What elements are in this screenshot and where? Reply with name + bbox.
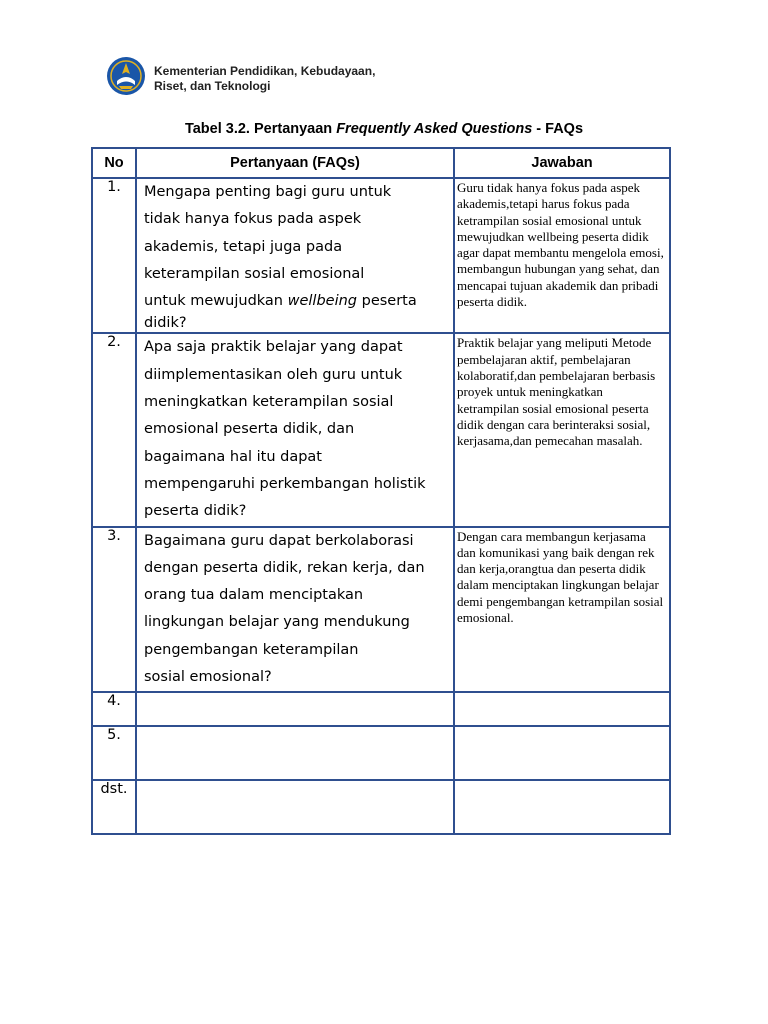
table-row (92, 780, 670, 834)
header-question: Pertanyaan (FAQs) (136, 148, 454, 178)
question-line: keterampilan sosial emosional (144, 265, 365, 282)
answer-cell: Praktik belajar yang meliputi Metode pembelajaran aktif, pembelajaran kolaboratif,dan pembelajaran berbasis proyek untuk meningkatkan ketrampilan sosial emosional peserta didik dengan cara berinteraksi sosial, kerjasama,dan pemecahan masalah. (454, 333, 670, 526)
organization-name (154, 64, 375, 94)
org-name-line-1: Kementerian Pendidikan, Kebudayaan, (154, 64, 376, 78)
question-line: Bagaimana guru dapat berkolaborasi (144, 532, 414, 549)
table-title-emphasis: Frequently Asked Questions (336, 121, 533, 137)
question-text: untuk mewujudkan (144, 293, 288, 310)
table-row (92, 527, 670, 693)
question-cell (136, 780, 454, 834)
row-number: 1. (92, 178, 136, 333)
question-emphasis: wellbeing (287, 293, 357, 310)
table-header-row (92, 148, 670, 178)
table-row (92, 726, 670, 780)
question-cell (136, 333, 454, 526)
question-line: didik? (144, 315, 187, 332)
question-cell (136, 726, 454, 780)
question-cell (136, 178, 454, 333)
question-text: peserta (357, 293, 417, 310)
question-line: bagaimana hal itu dapat (144, 448, 322, 465)
answer-cell (454, 780, 670, 834)
tut-wuri-handayani-logo-icon (106, 54, 146, 98)
answer-cell: Guru tidak hanya fokus pada aspek akademis,tetapi harus fokus pada ketrampilan sosial emosional untuk mewujudkan wellbeing peserta didik agar dapat membantu mengelola emosi, membangun hubungan yang sehat, dan mencapai tujuan akademik dan pribadi peserta didik. (454, 178, 670, 333)
table-row (92, 692, 670, 726)
answer-cell (454, 726, 670, 780)
row-number: dst. (92, 780, 136, 834)
question-line: Mengapa penting bagi guru untuk (144, 184, 392, 200)
question-line: lingkungan belajar yang mendukung (144, 614, 410, 631)
question-line: mempengaruhi perkembangan holistik (144, 475, 426, 492)
row-number: 5. (92, 726, 136, 780)
answer-cell: Dengan cara membangun kerjasama dan komunikasi yang baik dengan rek dan kerja,orangtua dan peserta didik dalam menciptakan lingkungan belajar demi pengembangan ketrampilan sosial emosional. (454, 527, 670, 693)
question-line: diimplementasikan oleh guru untuk (144, 366, 403, 383)
question-line: Apa saja praktik belajar yang dapat (144, 339, 403, 356)
question-line: peserta didik? (144, 503, 247, 520)
faq-table (91, 147, 671, 835)
table-title-prefix: Tabel 3.2. Pertanyaan (184, 121, 337, 137)
question-line: meningkatkan keterampilan sosial (144, 394, 394, 411)
question-line: akademis, tetapi juga pada (144, 238, 343, 255)
question-line (144, 288, 449, 315)
table-title (0, 121, 768, 137)
row-number: 3. (92, 527, 136, 693)
table-row (92, 178, 670, 333)
question-line: dengan peserta didik, rekan kerja, dan (144, 559, 425, 576)
header-answer: Jawaban (454, 148, 670, 178)
table-title-suffix: - FAQs (532, 121, 584, 137)
answer-cell (454, 692, 670, 726)
question-cell (136, 692, 454, 726)
question-line: pengembangan keterampilan (144, 641, 359, 658)
document-header (106, 54, 406, 100)
question-line: tidak hanya fokus pada aspek (144, 211, 362, 228)
question-cell (136, 527, 454, 693)
org-name-line-2: Riset, dan Teknologi (154, 79, 271, 93)
question-line: sosial emosional? (144, 669, 272, 686)
header-no: No (92, 148, 136, 178)
row-number: 4. (92, 692, 136, 726)
row-number: 2. (92, 333, 136, 526)
table-row (92, 333, 670, 526)
question-line: orang tua dalam menciptakan (144, 587, 364, 604)
question-line: emosional peserta didik, dan (144, 421, 355, 438)
